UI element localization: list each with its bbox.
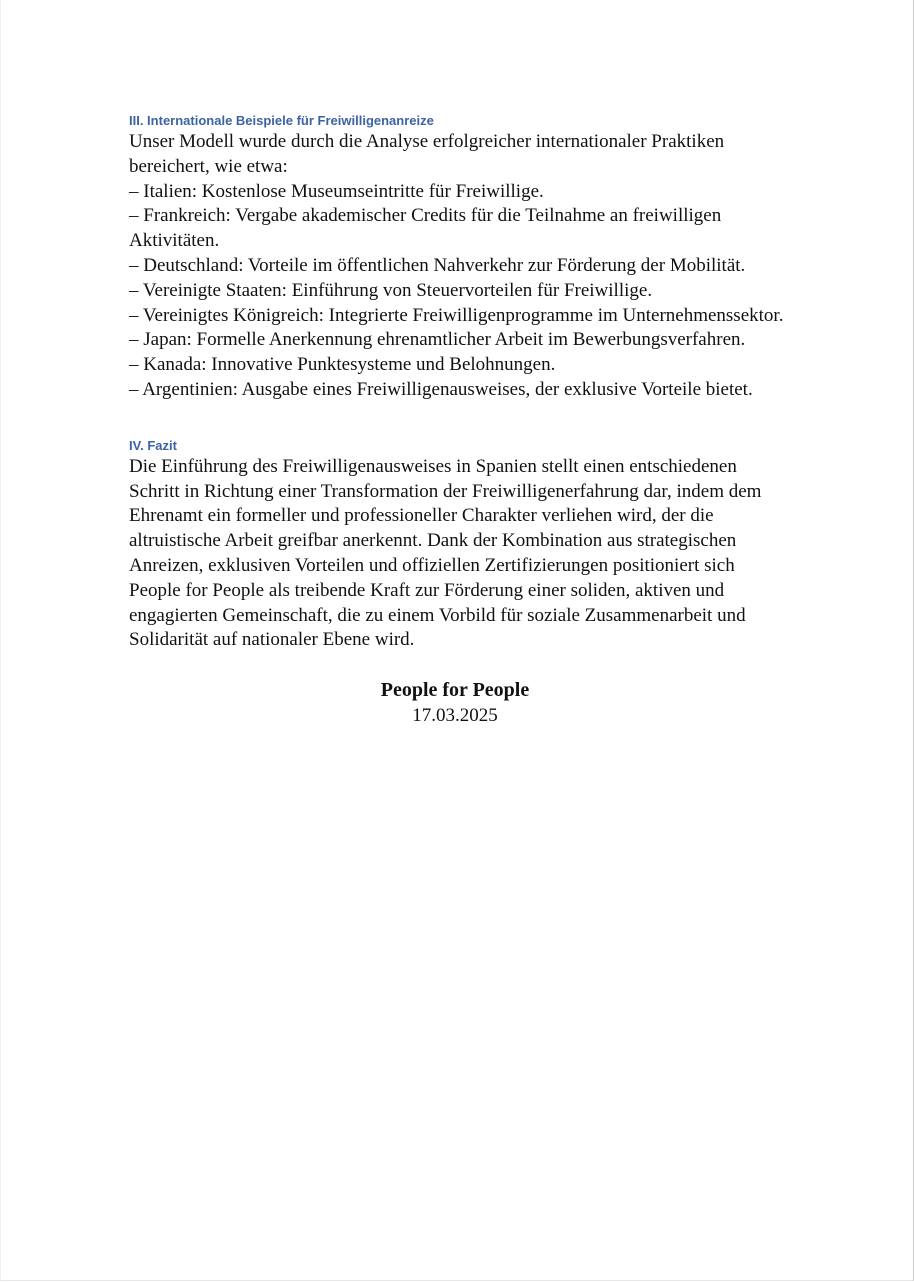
list-item: – Japan: Formelle Anerkennung ehrenamtlicher Arbeit im Bewerbungsverfahren.	[129, 329, 746, 351]
list-item: – Vereinigtes Königreich: Integrierte Freiwilligenprogramme im Unternehmenssektor.	[129, 304, 784, 326]
list-item: – Argentinien: Ausgabe eines Freiwilligenausweises, der exklusive Vorteile bietet.	[129, 378, 753, 400]
section-spacer	[129, 403, 789, 437]
section-heading-conclusion: IV. Fazit	[129, 437, 177, 453]
section-heading-international-examples: III. Internationale Beispiele für Freiwilligenanreize	[129, 113, 434, 128]
list-item: – Deutschland: Vorteile im öffentlichen Nahverkehr zur Förderung der Mobilität.	[129, 254, 746, 276]
signature-name: People for People	[380, 679, 530, 702]
conclusion-paragraph: Die Einführung des Freiwilligenausweises in Spanien stellt einen entschiedenen Schritt in Richtung einer Transformation der Freiwilligenerfahrung dar, indem dem Ehrenamt ein formeller und professioneller Charakter verliehen wird, der die altruistische Arbeit greifbar anerkennt. Dank der Kombination aus strategischen Anreizen, exklusiven Vorteilen und offiziellen Zertifizierungen positioniert sich People for People als treibende Kraft zur Förderung einer soliden, aktiven und engagierten Gemeinschaft, die zu einem Vorbild für soziale Zusammenarbeit und Solidarität auf nationaler Ebene wird.	[129, 455, 762, 651]
country-examples-list	[129, 180, 789, 403]
signature-block	[129, 678, 781, 728]
list-item: – Vereinigte Staaten: Einführung von Steuervorteilen für Freiwillige.	[129, 279, 653, 301]
list-item: – Italien: Kostenlose Museumseintritte für Freiwillige.	[129, 180, 544, 202]
list-item: – Frankreich: Vergabe akademischer Credits für die Teilnahme an freiwilligen Aktivitäten.	[129, 205, 722, 252]
document-content	[129, 112, 789, 728]
list-item: – Kanada: Innovative Punktesysteme und Belohnungen.	[129, 354, 556, 376]
signature-date: 17.03.2025	[412, 705, 498, 727]
section-intro-paragraph: Unser Modell wurde durch die Analyse erfolgreicher internationaler Praktiken bereichert, wie etwa:	[129, 131, 725, 177]
